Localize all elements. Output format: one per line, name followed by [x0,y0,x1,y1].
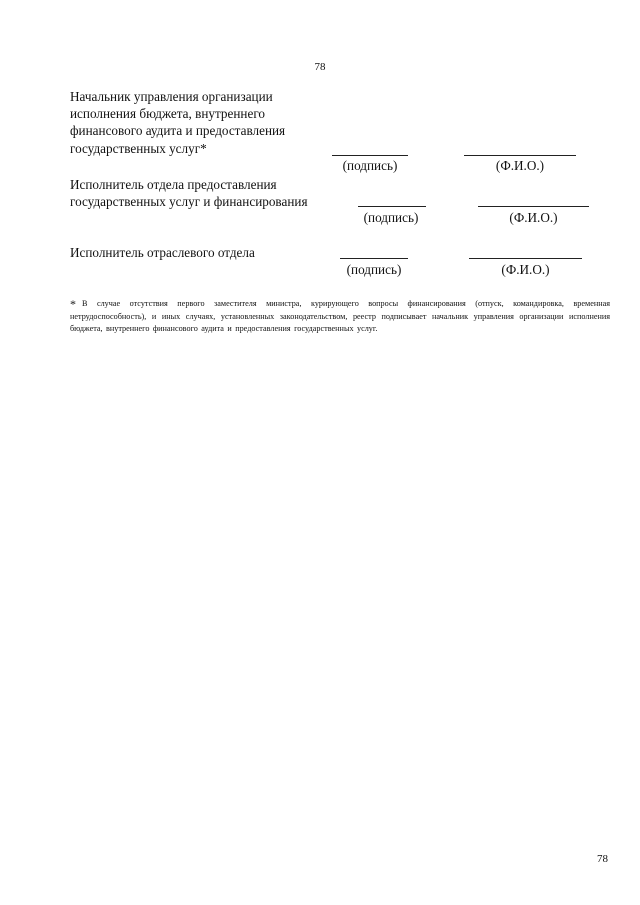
name-caption: (Ф.И.О.) [495,158,545,173]
signatory-title-line: финансового аудита и предоставления [70,123,286,139]
signatory-title-line: Исполнитель отдела предоставления [70,177,277,192]
signatory-title-line: государственных услуг и финансирования [70,194,308,210]
name-line[interactable] [469,258,582,259]
name-line[interactable] [478,206,589,207]
footnote-text: В случае отсутствия первого заместителя министра, курирующего вопросы финансирования (отпуск, командировка, временная нетрудоспособность), и иных случаях, установленных законодательством, реестр подписывает начальник управления организации исполнения бюджета, внутреннего финансового аудита и предоставления государственных услуг. [70,299,610,334]
footnote-marker: * [70,297,76,311]
footnote [70,298,610,336]
signature-caption: (подпись) [346,262,402,277]
signatory-title-line: Исполнитель отраслевого отдела [70,245,255,260]
signature-line[interactable] [340,258,408,259]
signature-caption: (подпись) [363,210,419,225]
name-caption: (Ф.И.О.) [501,262,550,277]
signatory-title-branch [70,244,255,261]
signature-caption: (подпись) [342,158,398,173]
signatory-title-head [70,88,285,157]
signatory-title-line: Начальник управления организации [70,89,273,104]
signatory-title-line: государственных услуг* [70,140,207,156]
page-number-bottom: 78 [597,853,608,865]
signature-line[interactable] [358,206,426,207]
name-line[interactable] [464,155,576,156]
signatory-title-executor [70,176,308,210]
name-caption: (Ф.И.О.) [509,210,558,225]
signatory-title-line: исполнения бюджета, внутреннего [70,106,266,122]
page-number-top: 78 [314,61,326,73]
signature-line[interactable] [332,155,408,156]
